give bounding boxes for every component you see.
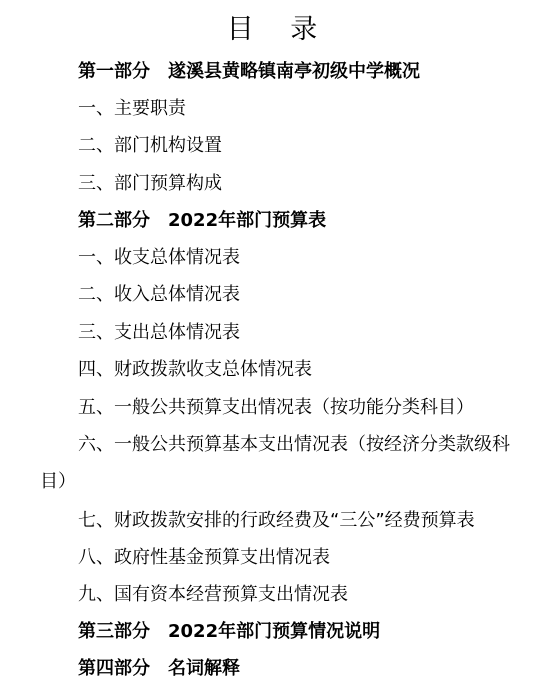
part-1-text: 遂溪县黄略镇南亭初级中学概况 bbox=[168, 61, 420, 82]
toc-item-table-3: 三、支出总体情况表 bbox=[78, 322, 240, 343]
toc-item-org-setup: 二、部门机构设置 bbox=[78, 135, 222, 156]
part-1-label: 第一部分 bbox=[78, 61, 150, 82]
toc-item-responsibilities: 一、主要职责 bbox=[78, 98, 186, 119]
toc-part-4 bbox=[78, 656, 546, 682]
part-3-label: 第三部分 bbox=[78, 621, 150, 642]
toc-title: 目 录 bbox=[226, 14, 332, 45]
toc-item-table-6-continuation: 目） bbox=[40, 471, 76, 492]
toc-item-table-9: 九、国有资本经营预算支出情况表 bbox=[78, 584, 348, 605]
toc-item-table-6: 六、一般公共预算基本支出情况表（按经济分类款级科 bbox=[78, 434, 510, 455]
toc-item-table-4: 四、财政拨款收支总体情况表 bbox=[78, 359, 312, 380]
part-3-text: 2022年部门预算情况说明 bbox=[168, 621, 381, 642]
toc-item-budget-composition: 三、部门预算构成 bbox=[78, 173, 222, 194]
part-2-text: 2022年部门预算表 bbox=[168, 210, 327, 231]
toc-item-table-8: 八、政府性基金预算支出情况表 bbox=[78, 547, 330, 568]
toc-item-table-2: 二、收入总体情况表 bbox=[78, 284, 240, 305]
part-2-label: 第二部分 bbox=[78, 210, 150, 231]
toc-item-table-5: 五、一般公共预算支出情况表（按功能分类科目） bbox=[78, 397, 474, 418]
toc-part-1 bbox=[78, 59, 546, 85]
toc-part-3 bbox=[78, 619, 546, 645]
toc-item-table-1: 一、收支总体情况表 bbox=[78, 247, 240, 268]
part-4-text: 名词解释 bbox=[168, 658, 240, 679]
toc-part-2 bbox=[78, 208, 546, 234]
toc-item-table-7: 七、财政拨款安排的行政经费及“三公”经费预算表 bbox=[78, 510, 475, 531]
part-4-label: 第四部分 bbox=[78, 658, 150, 679]
